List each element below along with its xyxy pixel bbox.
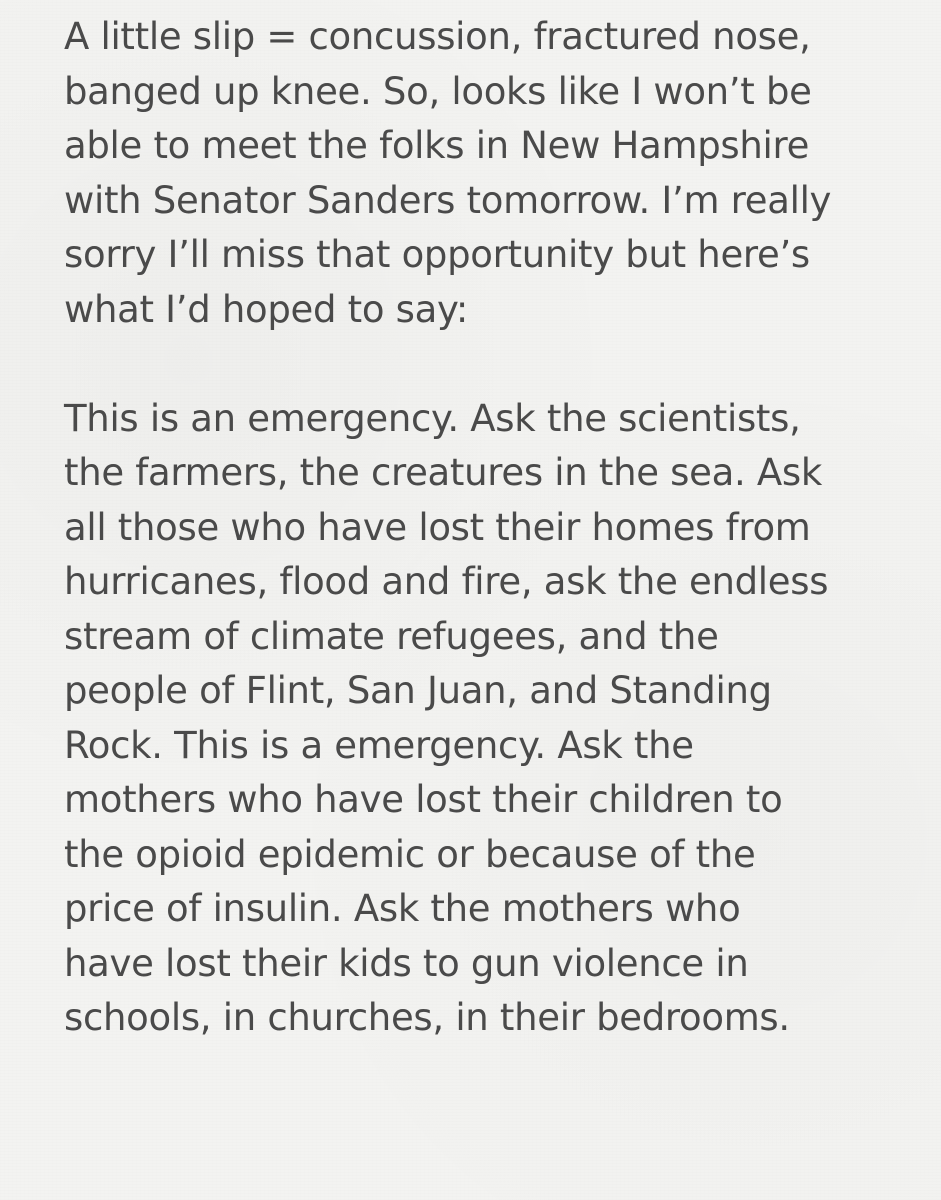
text-line: This is an emergency. Ask the scientists, xyxy=(64,396,801,440)
text-line: have lost their kids to gun violence in xyxy=(64,941,749,985)
paragraph-intro xyxy=(64,10,924,337)
text-line: schools, in churches, in their bedrooms. xyxy=(64,996,790,1039)
text-line: with Senator Sanders tomorrow. I’m really xyxy=(64,178,832,222)
text-line: stream of climate refugees, and the xyxy=(64,614,719,658)
text-line: the farmers, the creatures in the sea. Ask xyxy=(64,451,823,494)
text-line: Rock. This is a emergency. Ask the xyxy=(64,723,694,767)
note-body xyxy=(64,10,924,1046)
text-line: mothers who have lost their children to xyxy=(64,778,783,821)
text-line: hurricanes, flood and fire, ask the endless xyxy=(64,560,829,603)
paragraph-spacer xyxy=(64,337,924,392)
text-line: price of insulin. Ask the mothers who xyxy=(64,887,741,930)
text-line: the opioid epidemic or because of the xyxy=(64,832,756,876)
text-line: what I’d hoped to say: xyxy=(64,287,469,331)
text-line: banged up knee. So, looks like I won’t be xyxy=(64,69,812,113)
text-line: all those who have lost their homes from xyxy=(64,505,811,549)
text-line: A little slip = concussion, fractured nose, xyxy=(64,15,811,58)
text-line: people of Flint, San Juan, and Standing xyxy=(64,669,772,712)
paragraph-speech xyxy=(64,392,924,1046)
text-line: able to meet the folks in New Hampshire xyxy=(64,124,810,167)
text-line: sorry I’ll miss that opportunity but here’s xyxy=(64,233,810,276)
